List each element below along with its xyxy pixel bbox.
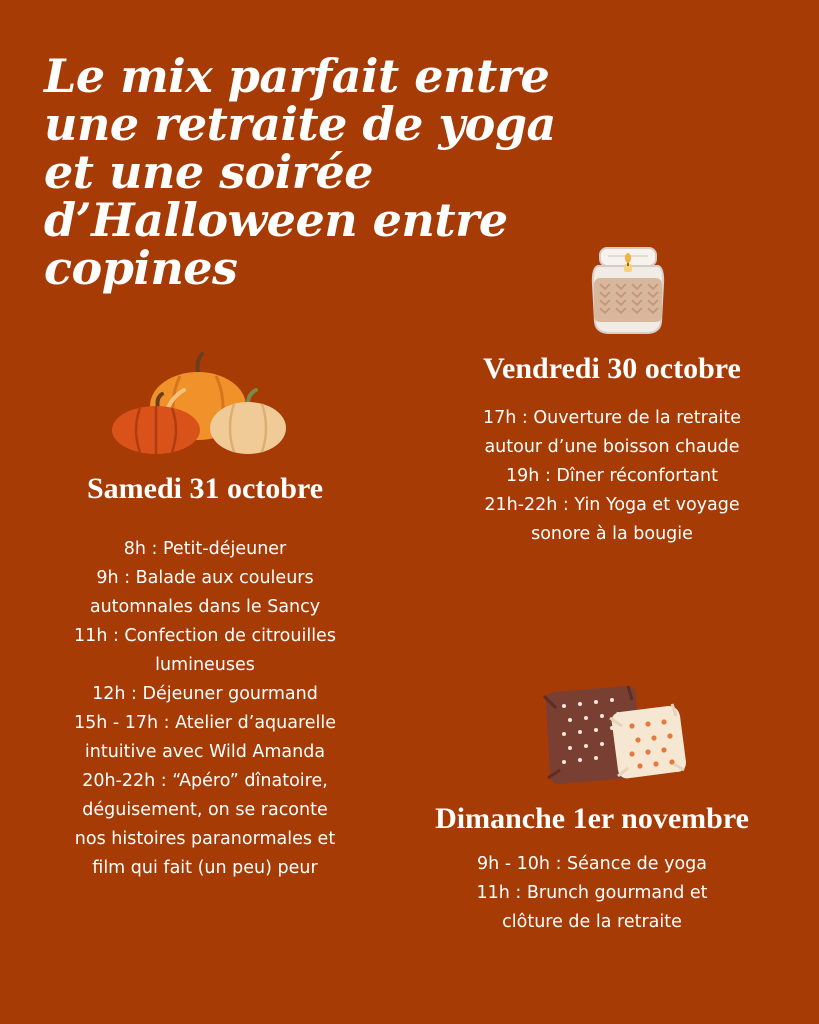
schedule-item: 21h-22h : Yin Yoga et voyage <box>484 495 740 515</box>
schedule-item: 8h : Petit-déjeuner <box>123 539 287 559</box>
friday-title: Vendredi 30 octobre <box>483 352 741 385</box>
schedule-item: intuitive avec Wild Amanda <box>84 742 326 762</box>
schedule-item: clôture de la retraite <box>502 912 682 932</box>
sunday-schedule <box>384 850 800 937</box>
schedule-item: déguisement, on se raconte <box>82 800 328 820</box>
headline-line: Le mix parfait entre <box>44 49 550 103</box>
schedule-item: 12h : Déjeuner gourmand <box>92 684 318 704</box>
saturday-schedule <box>20 535 390 883</box>
schedule-item: 9h : Balade aux couleurs <box>96 568 314 588</box>
schedule-item: 9h - 10h : Séance de yoga <box>476 854 708 874</box>
schedule-item: 15h - 17h : Atelier d’aquarelle <box>73 713 337 733</box>
schedule-item: film qui fait (un peu) peur <box>92 858 318 878</box>
schedule-item: automnales dans le Sancy <box>89 597 321 617</box>
sunday-title: Dimanche 1er novembre <box>435 802 749 835</box>
candle-jar-icon <box>588 244 668 336</box>
schedule-item: nos histoires paranormales et <box>74 829 336 849</box>
schedule-item: sonore à la bougie <box>531 524 693 544</box>
schedule-item: 11h : Confection de citrouilles <box>74 626 336 646</box>
schedule-item: 19h : Dîner réconfortant <box>506 466 718 486</box>
headline-line: d’Halloween entre <box>44 193 508 247</box>
schedule-item: lumineuses <box>155 655 255 675</box>
pumpkins-icon <box>106 350 290 456</box>
schedule-item: 17h : Ouverture de la retraite <box>482 408 742 428</box>
headline-line: une retraite de yoga <box>44 97 556 151</box>
schedule-item: 20h-22h : “Apéro” dînatoire, <box>82 771 328 791</box>
headline <box>44 49 604 295</box>
saturday-title: Samedi 31 octobre <box>86 472 324 505</box>
headline-line: copines <box>44 241 238 295</box>
headline-line: et une soirée <box>44 145 374 199</box>
schedule-item: autour d’une boisson chaude <box>484 437 740 457</box>
schedule-item: 11h : Brunch gourmand et <box>476 883 708 903</box>
friday-schedule <box>430 404 794 549</box>
cushions-icon <box>540 684 690 788</box>
